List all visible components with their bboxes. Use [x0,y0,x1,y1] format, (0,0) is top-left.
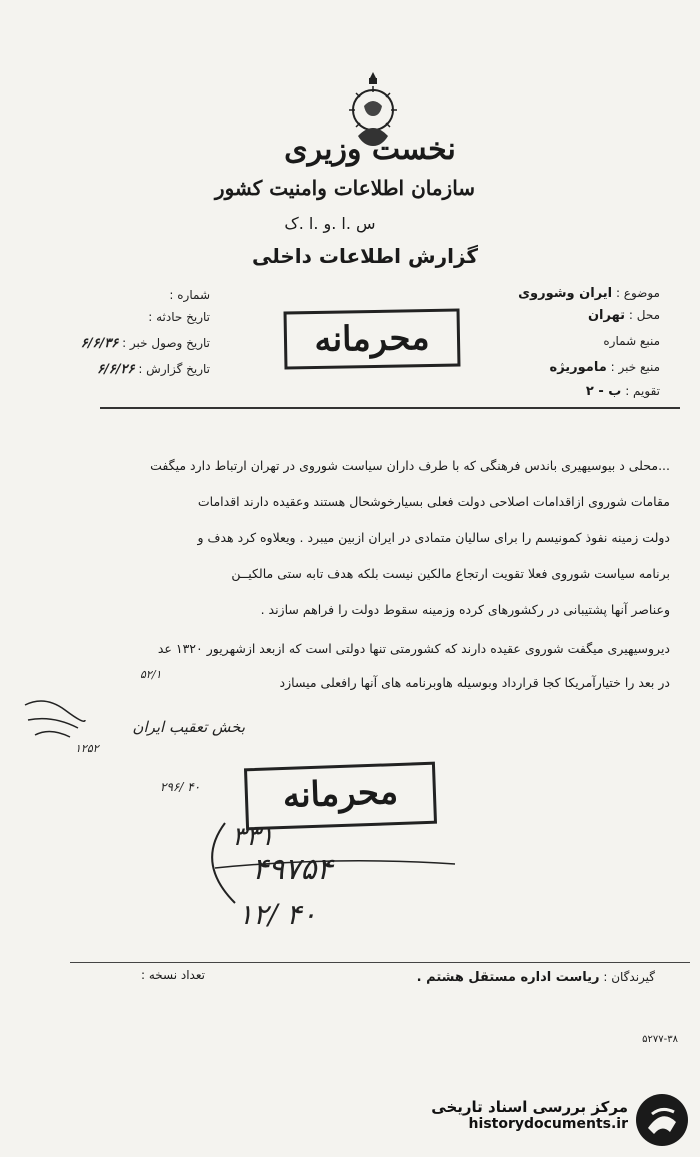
body-line-3: دولت زمینه نفوذ کمونیسم را برای سالیان متمادی در ایران ازبین میبرد . ویعلاوه کرد هدف و [197,530,670,545]
subject-label: موضوع : [615,286,660,300]
report-date-label: تاریخ گزارش : [138,362,210,376]
book-logo-icon [634,1092,690,1148]
report-title: گزارش اطلاعات داخلی [251,244,479,268]
watermark-url: historydocuments.ir [468,1116,628,1132]
body-line-7: در بعد را ختیارآمریکا کجا قرارداد وبوسیله هاوبرنامه های آنها رافعلی میسازد [279,675,670,690]
recipients-row [417,970,655,985]
body-line-5: وعناصر آنها پشتیبانی در رکشورهای کرده وزمینه سقوط دولت را فراهم سازند . [260,602,670,617]
subject-row [518,286,660,301]
place-value: تهران [587,308,626,323]
watermark-brand [418,1098,628,1132]
ministry-title: نخست وزیری [284,132,456,167]
organization-name: سازمان اطلاعات وامنیت کشور [214,176,476,200]
copies-label: تعداد نسخه : [140,968,205,982]
event-date-label: تاریخ حادثه : [148,310,210,324]
receipt-date-label: تاریخ وصول خبر : [122,336,210,350]
header-divider [100,407,680,409]
confidential-stamp-2: محرمانه [244,762,437,831]
evaluation-row [586,384,660,399]
watermark-name: مرکز بررسی اسناد تاریخی [431,1098,628,1116]
report-date-row [60,362,210,377]
source-value: ماموریژه [549,360,607,375]
evaluation-value: ب - ۲ [585,384,622,399]
confidential-stamp: محرمانه [284,308,461,369]
source-number-row [603,334,660,348]
receipt-date-value: ۶/۶/۳۶ [80,336,119,351]
number-row [60,288,210,302]
body-line-2: مقامات شوروی ازاقدامات اصلاحی دولت فعلی بسیارخوشحال هستند وعقیده دارند اقدامات [197,494,670,509]
body-line-4: برنامه سیاست شوروی فعلا تقویت ارتجاع مالکین نیست بلکه هدف تابه ستی مالکیــن [231,566,670,581]
number-label: شماره : [169,288,210,302]
footer-divider [70,962,690,963]
recipients-value: ریاست اداره مستقل هشتم . [416,970,600,985]
form-code: ۵۲۷۷-۳۸ [642,1034,678,1045]
place-label: محل : [628,308,660,322]
source-number-label: منبع شماره [603,334,660,348]
receipt-date-row [60,336,210,351]
evaluation-label: تقویم : [625,384,660,398]
body-line-1: ...محلی د بیوسیهیری باندس فرهنگی که با طرف داران سیاست شوروی در تهران ارتباط دارد میگفت [150,458,670,473]
body-line-6: دیروسیهیری میگفت شوروی عقیده دارند که کشورمتی تنها دولتی است که ازبعد ازشهریور ۱۳۲۰ عد [157,641,670,656]
handwritten-number-big: ۴۹۷۵۴ [252,852,333,887]
handwritten-number-top: ۳۳۱ [232,822,274,852]
handwritten-date: ۱۲/ ۴۰ [238,898,317,931]
recipients-label: گیرندگان : [603,970,655,984]
handwritten-note-number: ۱۲۵۲ [75,742,99,755]
handwritten-note: بخش تعقیب ایران [132,718,245,736]
handwritten-note-small: ۵۲/۱ [140,668,162,681]
subject-value: ایران وشوروی [518,286,613,301]
place-row [588,308,660,323]
source-row [550,360,660,375]
source-label: منبع خبر : [610,360,660,374]
organization-code: س .ا .و .ا .ک [284,214,376,233]
handwritten-code: ۲۹۶/ ۴۰ [160,780,201,794]
report-date-value: ۶/۶/۲۶ [97,362,135,377]
event-date-row [60,310,210,324]
